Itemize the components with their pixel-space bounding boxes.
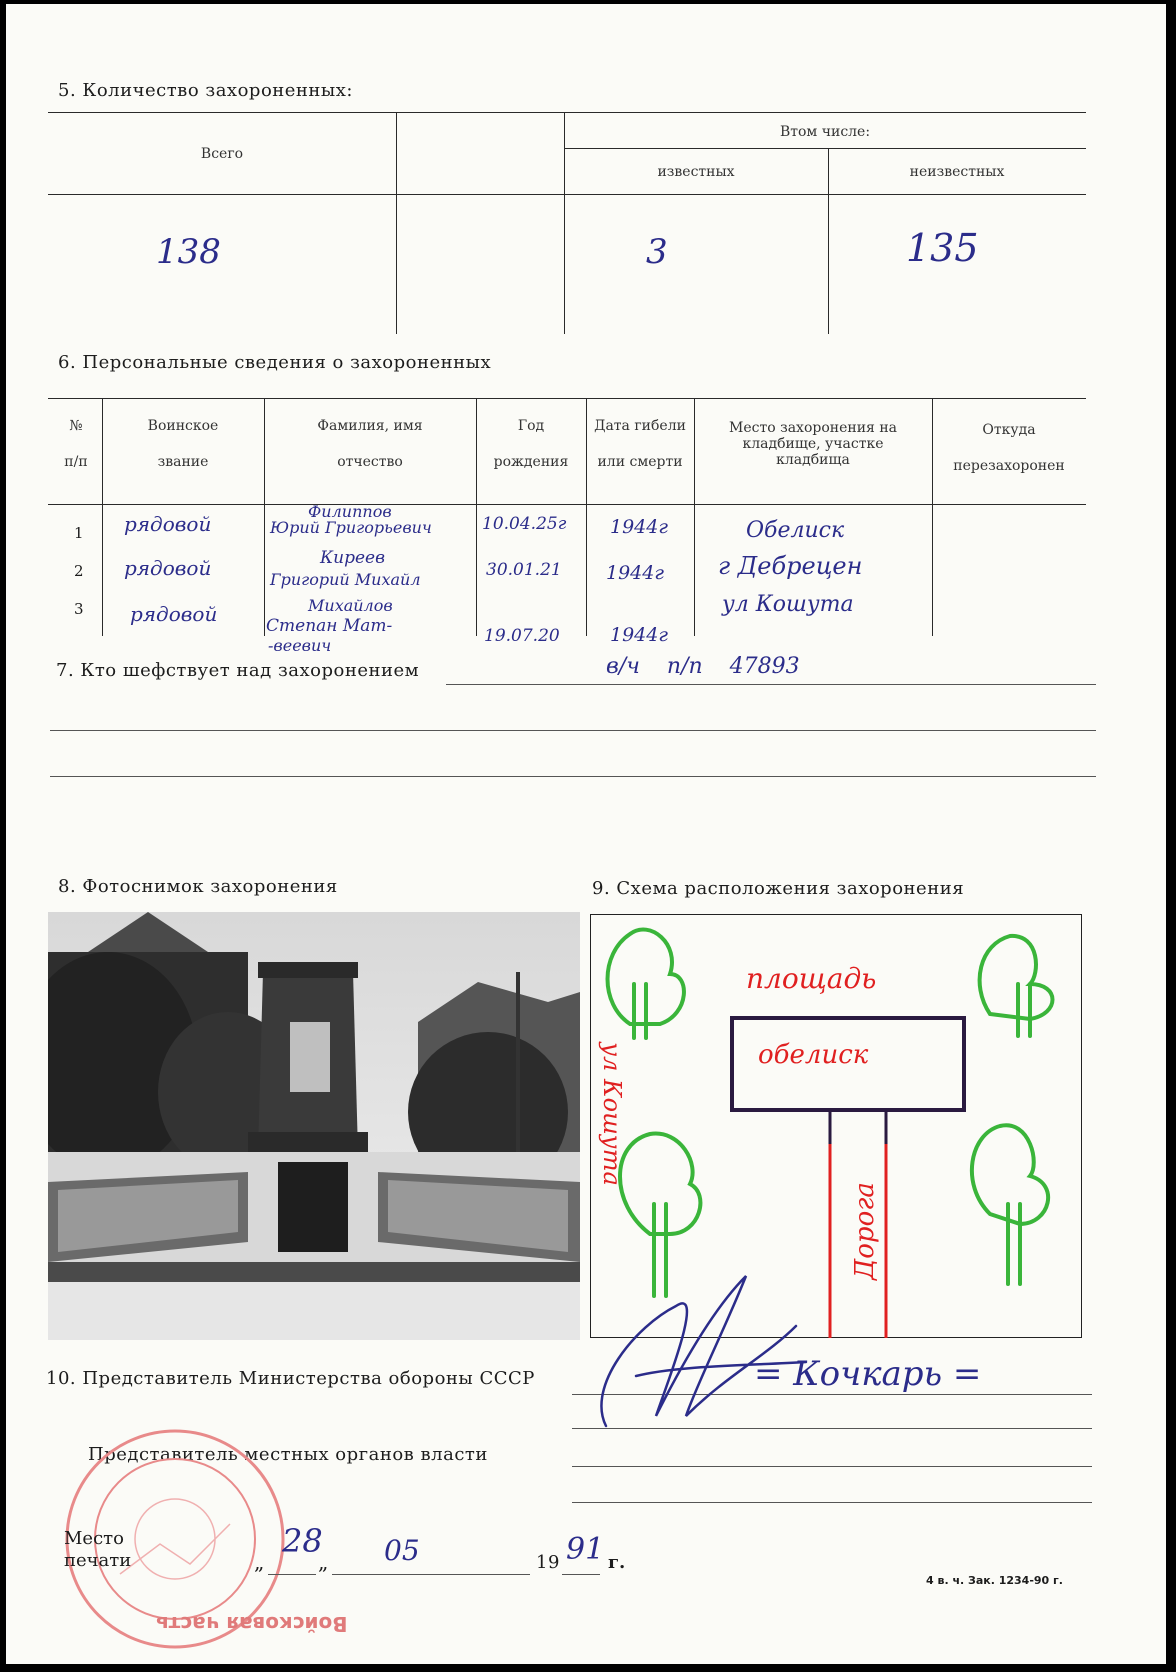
section6-title: 6. Персональные сведения о захороненных [58, 352, 492, 373]
scheme-obelisk-label: обелиск [758, 1040, 869, 1070]
col-group-header: Втом числе: [779, 124, 871, 140]
known-value: 3 [646, 232, 668, 272]
hdr-no-1: № [69, 418, 83, 434]
total-value: 138 [156, 232, 221, 272]
table5-vline2 [564, 112, 565, 334]
row1-rank: рядовой [124, 512, 212, 536]
col-unknown-header: неизвестных [909, 164, 1005, 180]
date-close-quote: „ [318, 1550, 329, 1574]
stamp-place-2: печати [64, 1550, 132, 1571]
date-month: 05 [384, 1534, 420, 1567]
row1-death: 1944г [610, 516, 668, 538]
col-known-header: известных [657, 164, 735, 180]
hdr-birth-2: рождения [493, 454, 569, 470]
scheme-square-label: площадь [746, 962, 877, 995]
hdr-death-2: или смерти [597, 454, 683, 470]
date-year-prefix: 19 [536, 1552, 560, 1573]
table6-header-line [48, 504, 1086, 505]
signature-name: = Кочкарь = [754, 1354, 982, 1394]
hdr-name-2: отчество [337, 454, 403, 470]
place-line3: ул Кошута [722, 592, 854, 617]
row1-surname: Филиппов [308, 502, 392, 521]
row3-name: Степан Мат- [266, 616, 393, 636]
tree-top-right-icon [980, 936, 1053, 1036]
section7-title: 7. Кто шефствует над захоронением [56, 660, 420, 681]
hdr-birth-1: Год [517, 418, 545, 434]
hdr-rank-1: Воинское [147, 418, 219, 434]
hdr-from-1: Откуда [982, 422, 1036, 438]
stamp-text: Войсковая часть [156, 1612, 348, 1636]
hdr-no-2: п/п [64, 454, 88, 470]
section7-line3 [50, 776, 1096, 777]
row3-rank: рядовой [130, 602, 218, 626]
scheme-road-label: Дорога [849, 1182, 880, 1280]
table6-top-line [48, 398, 1086, 399]
row2-no: 2 [74, 562, 84, 580]
place-line2: г Дебрецен [718, 552, 863, 580]
hdr-name-1: Фамилия, имя [317, 418, 423, 434]
local-rep-line2 [572, 1502, 1092, 1503]
row3-name-cont: -веевич [268, 636, 332, 655]
table5-vline1 [396, 112, 397, 334]
print-mark: 4 в. ч. Зак. 1234-90 г. [926, 1574, 1063, 1587]
section7-line2 [50, 730, 1096, 731]
row3-birth: 19.07.20 [484, 626, 560, 646]
local-rep-line1 [572, 1466, 1092, 1467]
row3-death: 1944г [610, 624, 668, 646]
date-year-suffix: 91 [566, 1532, 605, 1567]
row2-surname: Киреев [320, 548, 386, 568]
hdr-place-2: кладбище, участке [742, 436, 884, 452]
hdr-place-3: кладбища [776, 452, 850, 468]
local-rep-label: Представитель местных органов власти [88, 1444, 488, 1465]
date-day: 28 [282, 1522, 323, 1560]
stamp-place-1: Место [64, 1528, 124, 1549]
burial-photo [48, 912, 580, 1340]
section10-title: 10. Представитель Министерства обороны СССР [46, 1368, 535, 1389]
table5-group-line [564, 148, 1086, 149]
place-line1: Обелиск [746, 518, 845, 543]
unknown-value: 135 [906, 226, 979, 270]
tree-top-left-icon [608, 930, 684, 1038]
row2-death: 1944г [606, 562, 664, 584]
date-open-quote: „ [254, 1550, 265, 1574]
date-year-line [562, 1574, 600, 1575]
section5-title: 5. Количество захороненных: [58, 80, 353, 101]
row2-rank: рядовой [124, 556, 212, 580]
hdr-rank-2: звание [157, 454, 209, 470]
section9-title: 9. Схема расположения захоронения [592, 878, 965, 899]
row2-birth: 30.01.21 [486, 560, 562, 580]
table5-top-line [48, 112, 1086, 113]
signature-icon [596, 1266, 816, 1434]
date-suffix: г. [608, 1552, 626, 1573]
row1-birth: 10.04.25г [482, 514, 567, 534]
burial-record-form [6, 4, 1166, 1664]
hdr-from-2: перезахоронен [953, 458, 1065, 474]
date-day-line [268, 1574, 316, 1575]
hdr-death-1: Дата гибели [594, 418, 686, 434]
row1-name: Юрий Григорьевич [270, 518, 432, 537]
row1-no: 1 [74, 524, 84, 542]
hdr-place-1: Место захоронения на [728, 420, 898, 436]
date-month-line [332, 1574, 530, 1575]
scheme-street-label: ул Кошута [597, 1042, 626, 1186]
section7-value: в/ч п/п 47893 [606, 654, 800, 679]
table5-mid-line [48, 194, 1086, 195]
section7-line1 [446, 684, 1096, 685]
row3-no: 3 [74, 600, 84, 618]
col-total-header: Всего [200, 146, 244, 162]
row2-name: Григорий Михайл [270, 570, 421, 589]
section8-title: 8. Фотоснимок захоронения [58, 876, 338, 897]
tree-bottom-right-icon [972, 1125, 1048, 1284]
row3-surname: Михайлов [308, 596, 393, 615]
